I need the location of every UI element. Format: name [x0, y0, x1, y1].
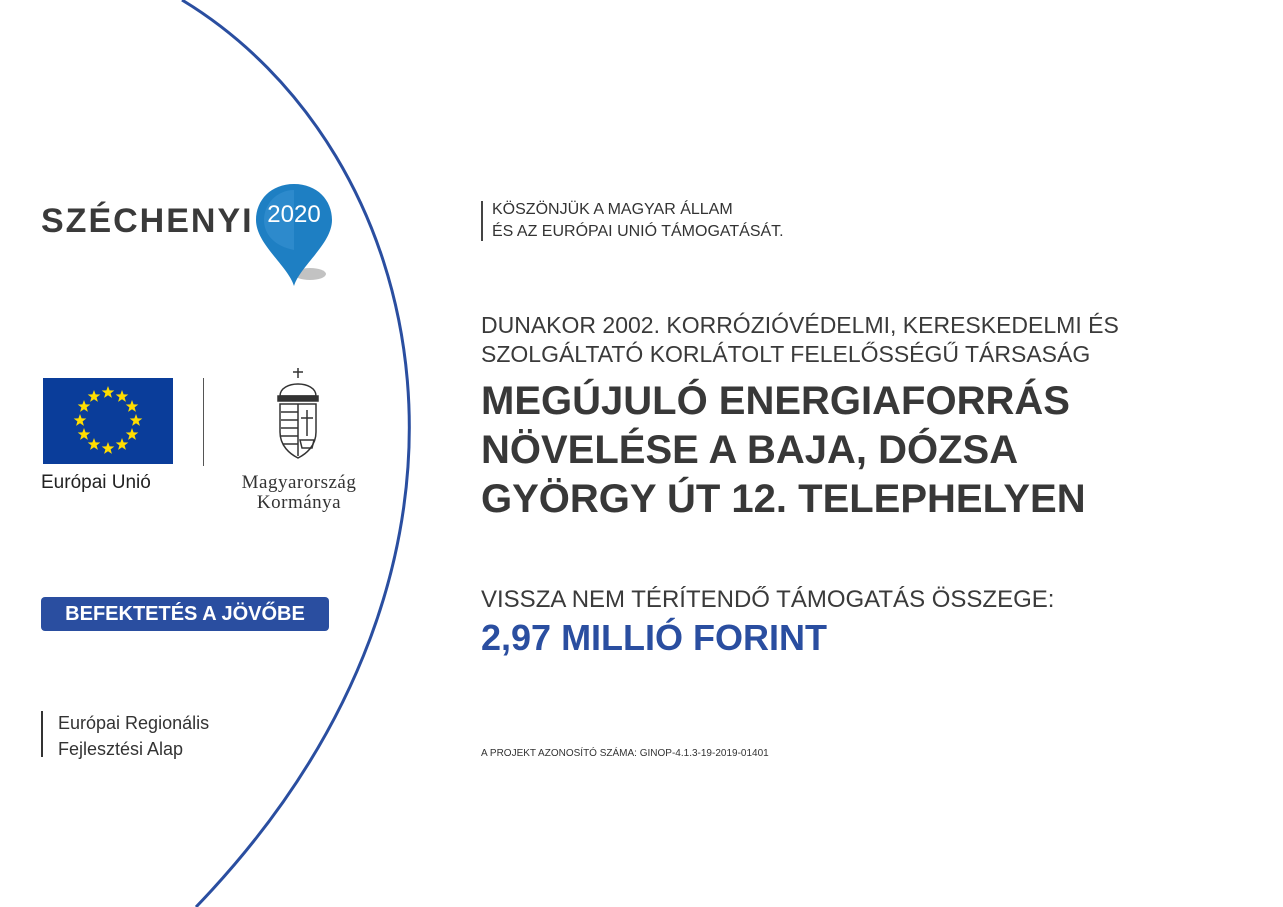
company-name	[481, 311, 1119, 369]
thanks-line2: ÉS AZ EURÓPAI UNIÓ TÁMOGATÁSÁT.	[492, 223, 784, 240]
investment-badge: BEFEKTETÉS A JÖVŐBE	[41, 597, 329, 631]
fund-divider	[41, 711, 43, 757]
project-title-line2: NÖVELÉSE A BAJA, DÓZSA	[481, 428, 1019, 472]
project-title-line3: GYÖRGY ÚT 12. TELEPHELYEN	[481, 477, 1086, 521]
fund-label-line2: Fejlesztési Alap	[58, 739, 184, 759]
fund-label	[58, 710, 209, 762]
grant-amount: 2,97 MILLIÓ FORINT	[481, 617, 828, 658]
eu-label: Európai Unió	[41, 472, 151, 493]
thanks-divider	[481, 201, 483, 241]
company-line1: DUNAKOR 2002. KORRÓZIÓVÉDELMI, KERESKEDELMI ÉS	[481, 312, 1119, 338]
government-label-line1: Magyarország	[241, 472, 357, 493]
government-label-line2: Kormánya	[256, 492, 342, 513]
fund-label-line1: Európai Regionális	[58, 713, 210, 733]
szechenyi-logo-text: SZÉCHENYI	[41, 202, 254, 240]
coat-of-arms-icon	[272, 366, 324, 462]
szechenyi-year: 2020	[267, 201, 321, 228]
grant-label: VISSZA NEM TÉRÍTENDŐ TÁMOGATÁS ÖSSZEGE:	[481, 586, 1055, 613]
thanks-line1: KÖSZÖNJÜK A MAGYAR ÁLLAM	[492, 201, 733, 218]
project-title-line1: MEGÚJULÓ ENERGIAFORRÁS	[481, 379, 1070, 423]
project-id: A PROJEKT AZONOSÍTÓ SZÁMA: GINOP-4.1.3-19-2019-01401	[481, 748, 769, 759]
thanks-text	[492, 199, 784, 243]
eu-flag-icon	[43, 378, 173, 464]
company-line2: SZOLGÁLTATÓ KORLÁTOLT FELELŐSSÉGŰ TÁRSASÁG	[481, 341, 1091, 367]
project-title	[481, 377, 1086, 524]
szechenyi-pin-icon	[252, 184, 342, 290]
government-label	[206, 473, 392, 513]
logo-divider	[203, 378, 204, 466]
